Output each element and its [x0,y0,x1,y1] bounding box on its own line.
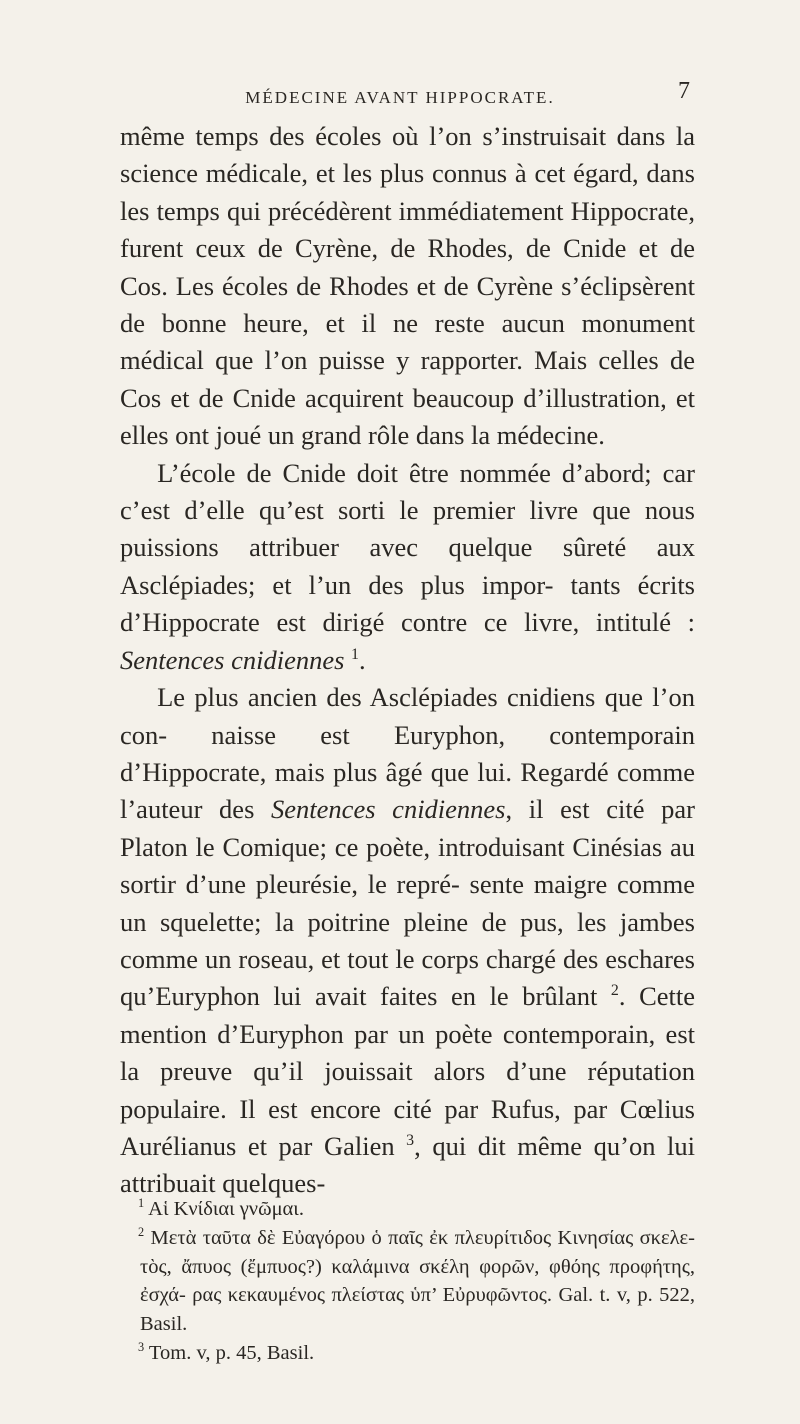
footnote-2 [120,1224,695,1339]
paragraph-3-part-a: Le plus ancien des Asclépiades cnidiens que l’on con- naisse est Euryphon, contemporain d’Hippocrate, mais plus âgé que lui. Regardé comme l’auteur des [120,682,695,825]
work-title: Sentences cnidiennes [120,644,345,675]
footnote-ref-3: 3 [406,1132,415,1150]
page-number: 7 [678,78,690,104]
footnote-3-text: Tom. v, p. 45, Basil. [148,1341,315,1364]
footnote-3 [120,1339,695,1368]
paragraph-3-part-b: , il est cité par Platon le Comique; ce poète, introduisant Cinésias au sortir d’une pleurésie, le repré- sente maigre comme un squelette; la poitrine pleine de pus, les jambes comme un roseau, et tout le corps chargé des eschares qu’Euryphon lui avait faites en le brûlant [120,794,695,1012]
paragraph-2 [120,455,695,679]
footnote-ref-2: 2 [610,982,619,1000]
footnote-3-mark: 3 [138,1340,145,1355]
paragraph-1: même temps des écoles où l’on s’instruisait dans la science médicale, et les plus connus à cet égard, dans les temps qui précédèrent immédiatement Hippocrate, furent ceux de Cyrène, de Rhodes, de Cnide et de Cos. Les écoles de Rhodes et de Cyrène s’éclipsèrent de bonne heure, et il ne reste aucun monument médical que l’on puisse y rapporter. Mais celles de Cos et de Cnide acquirent beaucoup d’illustration, et elles ont joué un grand rôle dans la médecine. [120,121,695,451]
paragraph-3-part-d: , qui dit même qu’on lui attribuait quelques- [120,1130,696,1199]
footnote-1-text: Αἱ Κνίδιαι γνῶμαι. [148,1198,304,1220]
work-title-2: Sentences cnidiennes [271,794,506,825]
main-text [120,118,695,1203]
footnote-2-text: Μετὰ ταῦτα δὲ Εὐαγόρου ὁ παῖς ἐκ πλευρίτιδος Κινησίας σκελε- τὸς, ἄπυος (ἔμπυος?) καλάμινα σκέλη φορῶν, φθόης προφήτης, ἐσχά- ρας κεκαυμένος πλείστας ὑπ’ Εὐρυφῶντος. Gal. t. v, p. 522, Basil. [140,1226,695,1336]
paragraph-2-end: . [359,644,366,675]
footnote-ref-1: 1 [351,645,359,663]
paragraph-3-part-c: . Cette mention d’Euryphon par un poète contemporain, est la preuve qu’il jouissait alors d’une réputation populaire. Il est encore cité par Rufus, par Cœlius Aurélianus et par Galien [120,981,695,1161]
footnotes [120,1195,695,1368]
paragraph-3 [120,679,695,1203]
footnote-1-mark: 1 [138,1196,145,1211]
paragraph-2-text: L’école de Cnide doit être nommée d’abord; car c’est d’elle qu’est sorti le premier livre que nous puissions attribuer avec quelque sûreté aux Asclépiades; et l’un des plus impor- tants écrits d’Hippocrate est dirigé contre ce livre, intitulé : [120,457,695,638]
footnote-1 [120,1195,695,1224]
footnote-2-mark: 2 [138,1224,145,1239]
running-header: MÉDECINE AVANT HIPPOCRATE. [245,88,555,107]
